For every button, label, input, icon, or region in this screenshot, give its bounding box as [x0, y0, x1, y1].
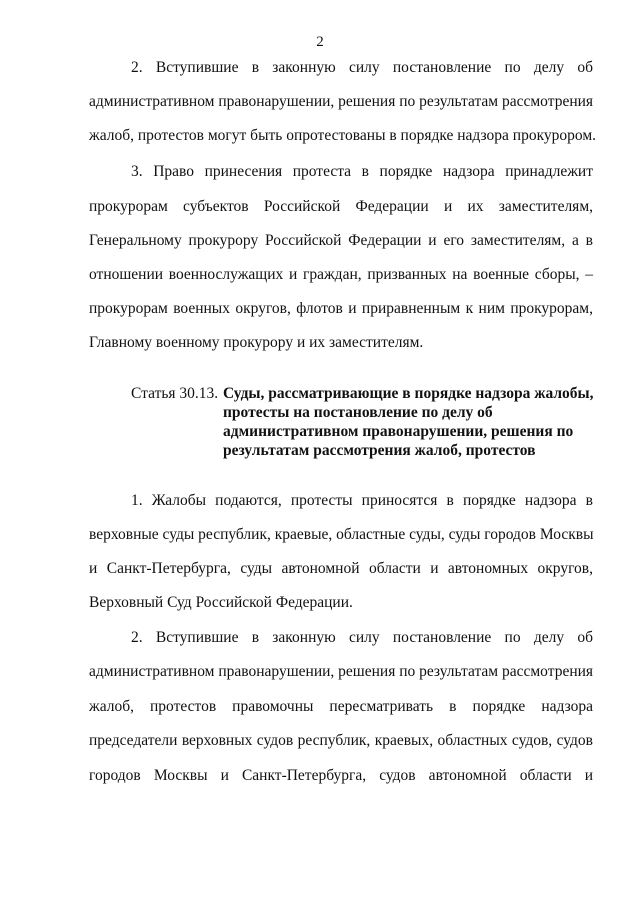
text-line: административном правонарушении, решения по результатам рассмотрения [89, 663, 594, 680]
text-line: прокурорам субъектов Российской Федерации и их заместителям, [89, 198, 593, 215]
article-title-line: протесты на постановление по делу об [223, 404, 493, 421]
text-line: отношении военнослужащих и граждан, призванных на военные сборы, – [89, 266, 593, 283]
text-line: 3. Право принесения протеста в порядке надзора принадлежит [131, 163, 593, 180]
article-title-line: Суды, рассматривающие в порядке надзора жалобы, [223, 385, 594, 402]
text-line: верховные суды республик, краевые, областные суды, суды городов Москвы [89, 526, 594, 543]
text-line: жалоб, протестов могут быть опротестованы в порядке надзора прокурором. [89, 127, 597, 144]
text-line: административном правонарушении, решения по результатам рассмотрения [89, 93, 594, 110]
text-line: председатели верховных судов республик, краевых, областных судов, судов [89, 732, 593, 749]
text-line: жалоб, протестов правомочны пересматривать в порядке надзора [89, 698, 593, 715]
article-title-line: результатам рассмотрения жалоб, протестов [223, 442, 536, 459]
text-line: 1. Жалобы подаются, протесты приносятся в порядке надзора в [131, 492, 593, 509]
text-line: 2. Вступившие в законную силу постановление по делу об [131, 59, 593, 76]
text-line: 2. Вступившие в законную силу постановление по делу об [131, 629, 593, 646]
text-line: городов Москвы и Санкт-Петербурга, судов автономной области и [89, 767, 593, 784]
article-number: Статья 30.13. [131, 385, 219, 402]
text-line: Верховный Суд Российской Федерации. [89, 594, 353, 611]
page-number: 2 [316, 34, 324, 50]
text-line: Главному военному прокурору и их заместителям. [89, 334, 424, 351]
text-line: прокурорам военных округов, флотов и приравненным к ним прокурорам, [89, 300, 593, 317]
text-line: и Санкт-Петербурга, суды автономной области и автономных округов, [89, 560, 593, 577]
article-title-line: административном правонарушении, решения по [223, 423, 574, 440]
text-line: Генеральному прокурору Российской Федерации и его заместителям, а в [89, 232, 593, 249]
